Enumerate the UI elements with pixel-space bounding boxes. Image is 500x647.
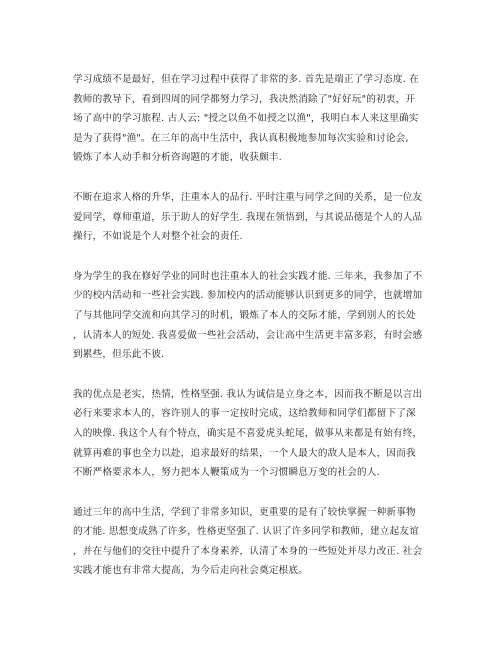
text-line: 不断在追求人格的升华，注重本人的品行. 平时注重与同学之间的关系，是一位友: [73, 191, 423, 203]
document-body: [73, 70, 433, 601]
text-line: 锻炼了本人动手和分析咨询题的才能，收获颇丰.: [73, 152, 282, 164]
text-line: 爱同学，尊师重道，乐于助人的好学生. 我现在领悟到，与其说品德是个人的人品: [73, 211, 423, 223]
text-line: 学习成绩不是最好，但在学习过程中获得了非常的多. 首先是端正了学习态度. 在: [73, 74, 419, 85]
text-line: 场了高中的学习旅程. 古人云: "授之以鱼不如授之以渔"，我明白本人来这里确实: [73, 113, 419, 125]
text-line: ，并在与他们的交往中提升了本身素养，认清了本身的一些短处并尽力改正. 社会: [73, 545, 423, 557]
text-line: 必行来要求本人的，容许别人的事一定按时完成，这给教师和同学们都留下了深: [73, 408, 416, 420]
text-line: 就算再难的事也全力以赴，追求最好的结果，一个人最大的敌人是本人，因而我: [73, 447, 416, 459]
paragraph-2: [73, 188, 433, 247]
text-line: 教师的教导下，看到四周的同学都努力学习，我决然消除了"好好玩"的初衷，开: [73, 93, 416, 105]
paragraph-4: [73, 385, 433, 483]
text-line: 的才能. 思想变成熟了许多，性格更坚强了. 认识了许多同学和教师，建立起友谊: [73, 526, 419, 538]
text-line: 是为了获得"渔"。在三年的高中生活中，我认真积极地参加每次实验和讨论会,: [73, 132, 409, 144]
text-line: 我的优点是老实，热情，性格坚强. 我认为诚信是立身之本，因而我不断是以言出: [73, 388, 423, 400]
text-line: 到累些，但乐此不彼.: [73, 349, 165, 361]
paragraph-5: [73, 503, 433, 581]
paragraph-3: [73, 267, 433, 365]
text-line: 少的校内活动和一些社会实践. 参加校内的活动能够认识到更多的同学，也就增加: [73, 290, 423, 302]
paragraph-1: [73, 70, 433, 168]
text-line: 身为学生的我在修好学业的同时也注重本人的社会实践才能. 三年来，我参加了不: [73, 270, 423, 282]
text-line: 入的映像. 我这个人有个特点，确实是不喜爱虎头蛇尾，做事从来都是有始有终，: [73, 427, 423, 439]
text-line: 不断严格要求本人，努力把本人鞭策成为一个习惯瞬息万变的社会的人.: [73, 467, 380, 479]
text-line: 通过三年的高中生活，学到了非常多知识，更重要的是有了较快掌握一种新事物: [73, 506, 416, 518]
text-line: 实践才能也有非常大提高，为今后走向社会奠定根底。: [73, 565, 309, 577]
text-line: ，认清本人的短处. 我喜爱做一些社会活动，会让高中生活更丰富多彩，有时会感: [73, 329, 423, 341]
text-line: 操行，不如说是个人对整个社会的责任.: [73, 231, 243, 243]
text-line: 了与其他同学交流和向其学习的时机，锻炼了本人的交际才能，学到别人的长处: [73, 309, 416, 321]
